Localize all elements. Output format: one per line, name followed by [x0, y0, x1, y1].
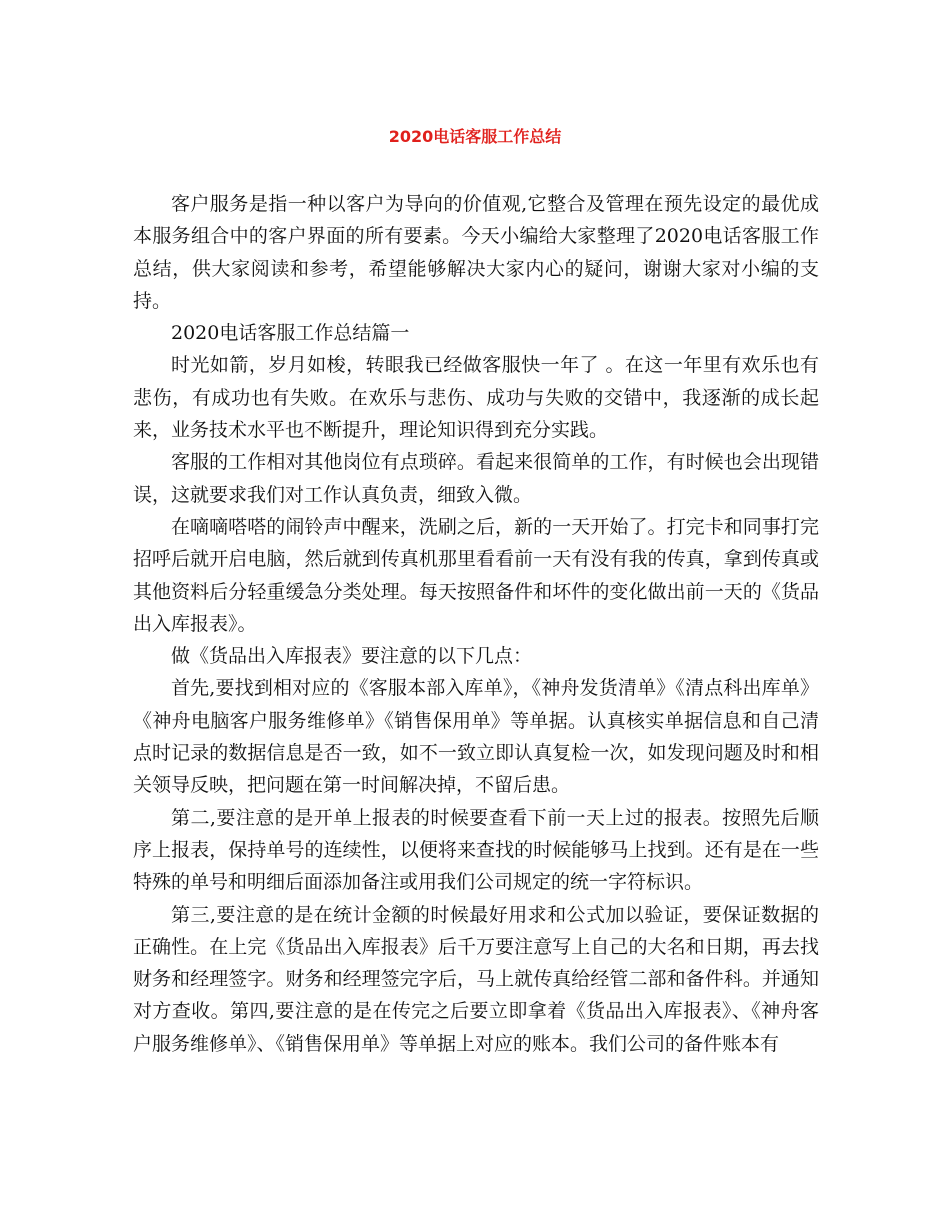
- document-title: 2020电话客服工作总结: [388, 127, 562, 146]
- paragraph-work-nature: 客服的工作相对其他岗位有点琐碎。看起来很简单的工作，有时候也会出现错误，这就要求我们对工作认真负责，细致入微。: [133, 451, 819, 506]
- paragraph-daily-routine: 在嘀嘀嗒嗒的闹铃声中醒来，洗刷之后，新的一天开始了。打完卡和同事打完招呼后就开启电脑，然后就到传真机那里看看前一天有没有我的传真，拿到传真或其他资料后分轻重缓急分类处理。每天按照备件和坏件的变化做出前一天的《货品出入库报表》。: [133, 515, 819, 635]
- paragraph-intro: 客户服务是指一种以客户为导向的价值观,它整合及管理在预先设定的最优成本服务组合中的客户界面的所有要素。今天小编给大家整理了2020电话客服工作总结，供大家阅读和参考，希望能够解决大家内心的疑问，谢谢大家对小编的支持。: [133, 193, 819, 312]
- paragraph-year-review: 时光如箭，岁月如梭，转眼我已经做客服快一年了 。在这一年里有欢乐也有悲伤，有成功也有失败。在欢乐与悲伤、成功与失败的交错中，我逐渐的成长起来，业务技术水平也不断提升，理论知识得到充分实践。: [133, 354, 819, 442]
- paragraph-second-point: 第二,要注意的是开单上报表的时候要查看下前一天上过的报表。按照先后顺序上报表，保持单号的连续性，以便将来查找的时候能够马上找到。还有是在一些特殊的单号和明细后面添加备注或用我们公司规定的统一字符标识。: [133, 806, 819, 894]
- section-heading: 2020电话客服工作总结篇一: [171, 322, 410, 345]
- paragraph-report-points: 做《货品出入库报表》要注意的以下几点：: [171, 645, 533, 668]
- paragraph-first-point: 首先,要找到相对应的《客服本部入库单》，《神舟发货清单》《清点科出库单》《神舟电脑客户服务维修单》《销售保用单》等单据。认真核实单据信息和自己清点时记录的数据信息是否一致，如不一致立即认真复检一次，如发现问题及时和相关领导反映，把问题在第一时间解决掉，不留后患。: [133, 677, 819, 797]
- paragraph-third-point: 第三,要注意的是在统计金额的时候最好用求和公式加以验证，要保证数据的正确性。在上完《货品出入库报表》后千万要注意写上自己的大名和日期，再去找财务和经理签字。财务和经理签完字后，马上就传真给经管二部和备件科。并通知对方查收。第四,要注意的是在传完之后要立即拿着《货品出入库报表》、《神舟客户服务维修单》、《销售保用单》等单据上对应的账本。我们公司的备件账本有: [133, 903, 819, 1055]
- document-body: [133, 188, 819, 1060]
